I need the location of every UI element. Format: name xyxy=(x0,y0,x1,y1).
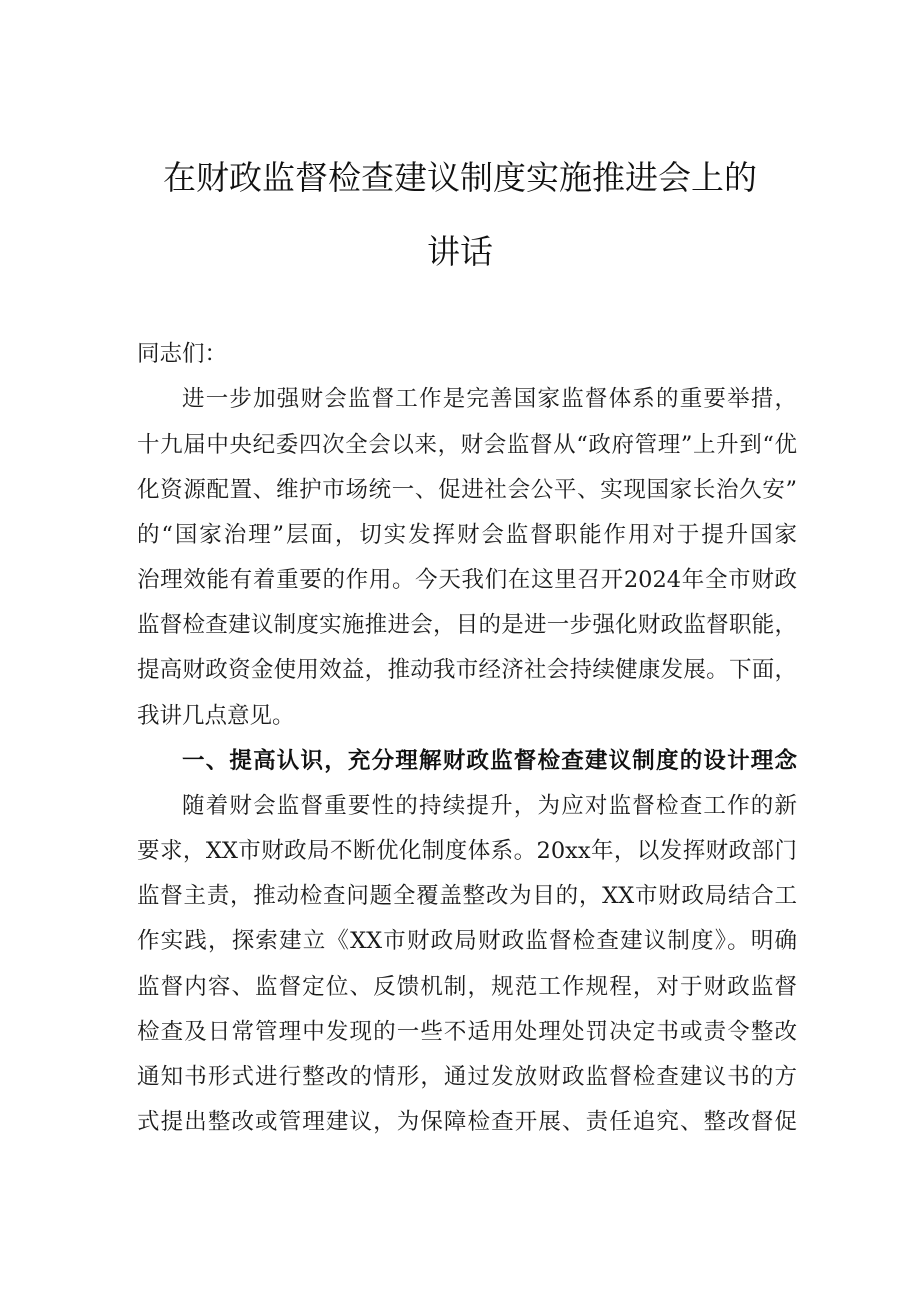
paragraph-line: 监督主责，推动检查问题全覆盖整改为目的，XX市财政局结合工 xyxy=(137,883,797,909)
section-heading: 一、提高认识，充分理解财政监督检查建议制度的设计理念 xyxy=(182,748,797,774)
paragraph-line: 的“国家治理”层面，切实发挥财会监督职能作用对于提升国家 xyxy=(137,522,797,548)
paragraph-line: 式提出整改或管理建议，为保障检查开展、责任追究、整改督促 xyxy=(137,1109,797,1135)
paragraph-line: 通知书形式进行整改的情形，通过发放财政监督检查建议书的方 xyxy=(137,1064,797,1090)
document-title-line-1: 在财政监督检查建议制度实施推进会上的 xyxy=(163,158,757,197)
paragraph-line: 监督内容、监督定位、反馈机制，规范工作规程，对于财政监督 xyxy=(137,974,797,1000)
paragraph-line: 检查及日常管理中发现的一些不适用处理处罚决定书或责令整改 xyxy=(137,1019,797,1045)
document-title-line-2: 讲话 xyxy=(427,232,493,271)
salutation: 同志们： xyxy=(137,341,228,367)
paragraph-line: 作实践，探索建立《XX市财政局财政监督检查建议制度》。明确 xyxy=(137,928,797,954)
paragraph-line: 治理效能有着重要的作用。今天我们在这里召开2024年全市财政 xyxy=(137,567,797,593)
paragraph-line: 提高财政资金使用效益，推动我市经济社会持续健康发展。下面， xyxy=(137,657,797,683)
paragraph-line: 随着财会监督重要性的持续提升，为应对监督检查工作的新 xyxy=(182,793,797,819)
paragraph-line: 化资源配置、维护市场统一、促进社会公平、实现国家长治久安” xyxy=(137,477,797,503)
paragraph-line: 十九届中央纪委四次全会以来，财会监督从“政府管理”上升到“优 xyxy=(137,432,797,458)
paragraph-line: 监督检查建议制度实施推进会，目的是进一步强化财政监督职能， xyxy=(137,612,797,638)
paragraph-line: 我讲几点意见。 xyxy=(137,703,295,729)
paragraph-line: 要求，XX市财政局不断优化制度体系。20xx年，以发挥财政部门 xyxy=(137,838,797,864)
paragraph-line: 进一步加强财会监督工作是完善国家监督体系的重要举措， xyxy=(182,386,797,412)
